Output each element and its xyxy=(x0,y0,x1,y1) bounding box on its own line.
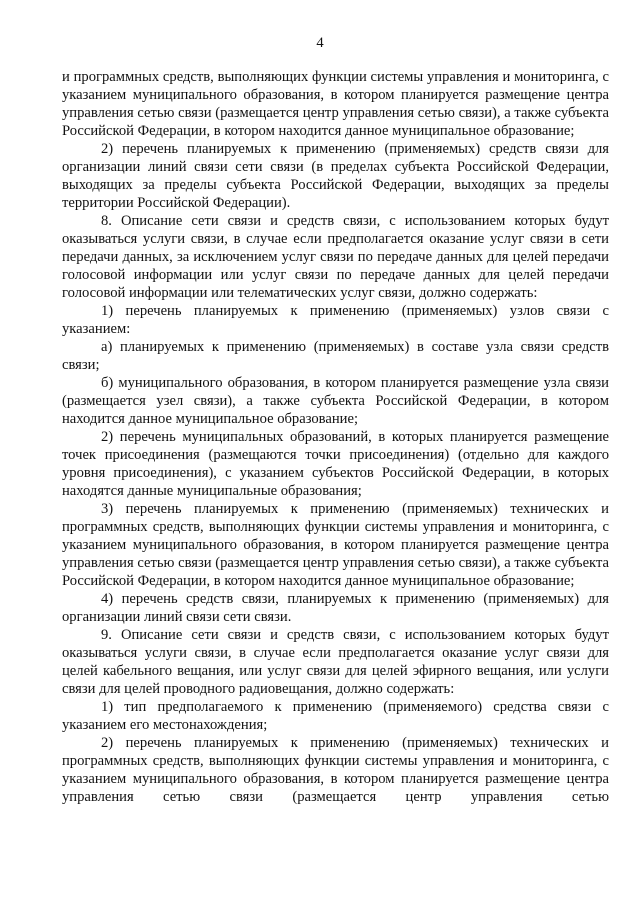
paragraph-4: 1) перечень планируемых к применению (применяемых) узлов связи с указанием: xyxy=(62,303,609,337)
paragraph-7: 2) перечень муниципальных образований, в которых планируется размещение точек присоединения (размещаются точки присоединения) (отдельно для каждого уровня присоединения), с указанием субъектов Российской Федерации, в которых находятся данные муниципальные образования; xyxy=(62,429,609,499)
paragraph-8: 3) перечень планируемых к применению (применяемых) технических и программных средств, выполняющих функции системы управления и мониторинга, с указанием муниципального образования, в котором планируется размещение центра управления сетью связи (размещается центр управления сетью связи), а также субъекта Российской Федерации, в котором находится данное муниципальное образование; xyxy=(62,501,609,589)
paragraph-3: 8. Описание сети связи и средств связи, с использованием которых будут оказываться услуги связи, в случае если предполагается оказание услуг связи в сети передачи данных, за исключением услуг связи по передаче данных для целей передачи голосовой информации или услуг связи по передаче данных для целей передачи голосовой информации или телематических услуг связи, должно содержать: xyxy=(62,213,609,301)
paragraph-6: б) муниципального образования, в котором планируется размещение узла связи (размещается узел связи), а также субъекта Российской Федерации, в котором находится данное муниципальное образование; xyxy=(62,375,609,427)
paragraph-1: и программных средств, выполняющих функции системы управления и мониторинга, с указанием муниципального образования, в котором планируется размещение центра управления сетью связи (размещается центр управления сетью связи), а также субъекта Российской Федерации, в котором находится данное муниципальное образование; xyxy=(62,69,609,139)
paragraph-10: 9. Описание сети связи и средств связи, с использованием которых будут оказываться услуги связи, в случае если предполагается оказание услуг связи для целей кабельного вещания, или услуг связи для целей эфирного вещания, или услуги связи для целей проводного радиовещания, должно содержать: xyxy=(62,627,609,697)
paragraph-5: а) планируемых к применению (применяемых) в составе узла связи средств связи; xyxy=(62,339,609,373)
paragraph-2: 2) перечень планируемых к применению (применяемых) средств связи для организации линий связи сети связи (в пределах субъекта Российской Федерации, выходящих за пределы субъекта Российской Федерации, выходящих за пределы территории Российской Федерации). xyxy=(62,141,609,211)
page-number: 4 xyxy=(316,35,324,51)
paragraph-12: 2) перечень планируемых к применению (применяемых) технических и программных средств, выполняющих функции системы управления и мониторинга, с указанием муниципального образования, в котором планируется размещение центра управления сетью связи (размещается центр управления сетью xyxy=(62,735,609,805)
paragraph-9: 4) перечень средств связи, планируемых к применению (применяемых) для организации линий связи сети связи. xyxy=(62,591,609,625)
paragraph-11: 1) тип предполагаемого к применению (применяемого) средства связи с указанием его местонахождения; xyxy=(62,699,609,733)
document-body xyxy=(62,68,609,805)
